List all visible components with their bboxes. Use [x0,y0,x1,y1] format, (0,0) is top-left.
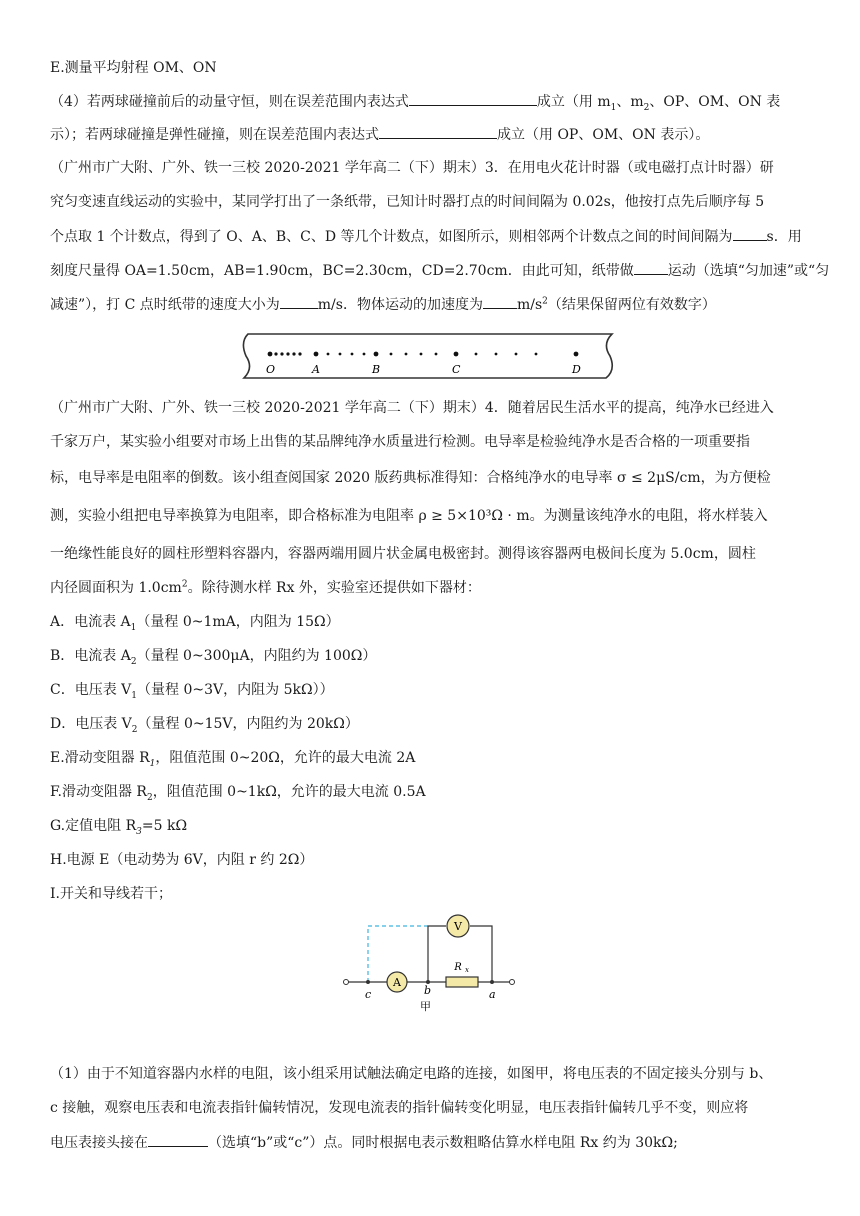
q3-text-2: 究匀变速直线运动的实验中，某同学打出了一条纸带，已知计时器打点的时间间隔为 0.02s，他按打点先后顺序每 5 [50,194,765,210]
q4-text-1: （4）若两球碰撞前后的动量守恒，则在误差范围内表达式 [50,94,409,110]
subscript: 1 [130,622,137,633]
answer-blank[interactable] [409,91,537,106]
option-f [50,782,426,802]
q4-text-2: 成立（用 m [536,94,611,110]
tape-point-b [374,352,379,357]
q3-text-3: 个点取 1 个计数点，得到了 O、A、B、C、D 等几个计数点，如图所示，则相邻两个计数点之间的时间间隔为 [50,229,733,245]
subscript: 2 [146,792,153,803]
part1-text-4: （选填“b”或“c”）点。同时根据电表示数粗略估算水样电阻 Rx 约为 30kΩ; [208,1135,678,1151]
subscript: 3 [136,826,142,837]
voltmeter-label: V [454,920,462,933]
option-g-detail: =5 kΩ [141,818,188,834]
option-a-text: A．电流表 A [50,614,131,630]
tape-label-c: C [452,363,461,376]
answer-blank[interactable] [733,226,767,241]
resistor-label: R [454,962,462,973]
ammeter-label: A [393,976,401,989]
q4b-line-5 [50,544,756,564]
part1-text-2: c 接触，观察电压表和电流表指针偏转情况，发现电流表的指针偏转变化明显，电压表指针偏转几乎不变，则应将 [50,1100,749,1116]
option-f-detail: ，阻值范围 0~1kΩ，允许的最大电流 0.5A [152,784,426,800]
q4b-line-1 [50,398,774,418]
answer-blank[interactable] [483,294,517,309]
option-b [50,646,376,666]
superscript: 2 [181,579,188,590]
q3-text-10: （结果保留两位有效数字） [547,297,716,313]
option-a-detail: （量程 0~1mA，内阻为 15Ω） [136,614,340,630]
tape-point-d [574,352,579,357]
answer-blank[interactable] [634,260,668,275]
tape-label-a: A [312,363,320,376]
option-b-detail: （量程 0~300μA，内阻约为 100Ω） [136,648,377,664]
answer-blank[interactable] [148,1132,208,1147]
q3-text-9: m/s [516,297,543,313]
part1-line-3 [50,1132,678,1153]
subscript: 2 [643,102,650,113]
q3-text-1: （广州市广大附、广外、铁一三校 2020-2021 学年高二（下）期末）3．在用电火花计时器（或电磁打点计时器）研 [50,160,774,176]
paper-tape-figure [240,330,618,382]
q4b-line-4 [50,506,768,526]
q3-line-5 [50,294,716,315]
superscript: 2 [542,296,548,307]
option-e [50,748,415,768]
option-g-text: G.定值电阻 R [50,818,137,834]
resistor-label-sub: x [465,966,469,974]
option-c-text: C．电压表 V [50,682,132,698]
q4-text-5: 示）；若两球碰撞是弹性碰撞，则在误差范围内表达式 [50,127,379,143]
q4b-text-6: 内径圆面积为 1.0cm [50,580,182,596]
q4b-line-3 [50,468,771,488]
q3-text-7: 减速”），打 C 点时纸带的速度大小为 [50,297,280,313]
option-d-detail: （量程 0~15V，内阻约为 20kΩ） [137,716,359,732]
answer-blank[interactable] [379,124,497,139]
option-d [50,714,359,734]
q3-line-4 [50,260,829,281]
node-c-label: c [365,988,372,1001]
node-a-label: a [489,988,496,1001]
option-a [50,612,340,632]
subscript: 1 [149,758,156,769]
option-h-text: H.电源 E（电动势为 6V，内阻 r 约 2Ω） [50,852,314,868]
subscript: 1 [131,690,138,701]
option-c [50,680,334,700]
figure-caption: 甲 [420,1000,431,1013]
q4b-text-3: 标，电导率是电阻率的倒数。该小组查阅国家 2020 版药典标准得知：合格纯净水的电导率 σ ≤ 2μS/cm，为方便检 [50,470,771,486]
q4b-line-2 [50,432,750,452]
subscript: 2 [130,656,137,667]
q4b-text-1: （广州市广大附、广外、铁一三校 2020-2021 学年高二（下）期末）4．随着居民生活水平的提高，纯净水已经进入 [50,400,774,416]
option-i-text: I.开关和导线若干； [50,886,172,902]
node-b-label: b [424,984,432,997]
q3-text-6: 运动（选填“匀加速”或“匀 [667,263,830,279]
tape-label-d: D [572,363,581,376]
part1-line-1 [50,1064,772,1084]
q3-line-1 [50,158,774,178]
tape-outline [243,334,612,378]
option-i [50,884,172,904]
q4-line-1 [50,91,780,112]
part1-text-1: （1）由于不知道容器内水样的电阻，该小组采用试触法确定电路的连接，如图甲，将电压表的不固定接头分别与 b、 [50,1066,773,1082]
q4b-text-7: 。除待测水样 Rx 外，实验室还提供如下器材： [187,580,481,596]
part1-text-3: 电压表接头接在 [50,1135,148,1151]
circuit-diagram [336,910,526,1018]
q4b-line-6 [50,578,481,598]
option-e-text: E.测量平均射程 OM、ON [50,60,217,76]
option-h [50,850,313,870]
tape-point-c [454,352,459,357]
tape-label-o: O [266,363,276,376]
answer-blank[interactable] [280,294,318,309]
tape-label-b: B [372,363,381,376]
q4-text-4: 、OP、OM、ON 表 [649,94,781,110]
option-d-text: D．电压表 V [50,716,132,732]
option-e-measure [50,58,217,78]
option-g [50,816,187,836]
part1-line-2 [50,1098,748,1118]
q3-line-2 [50,192,764,212]
tape-point-o [268,352,273,357]
option-c-detail: （量程 0~3V，内阻为 5kΩ）） [137,682,334,698]
q3-text-8: m/s．物体运动的加速度为 [317,297,483,313]
q3-line-3 [50,226,802,247]
q4-text-3: 、m [616,94,644,110]
subscript: 1 [610,102,617,113]
q4b-text-2: 千家万户，某实验小组要对市场上出售的某品牌纯净水质量进行检测。电导率是检验纯净水是否合格的一项重要指 [50,434,750,450]
q3-text-5: 刻度尺量得 OA=1.50cm，AB=1.90cm，BC=2.30cm，CD=2.70cm．由此可知，纸带做 [50,263,634,279]
option-e2-text: E.滑动变阻器 R [50,750,150,766]
q4b-text-4: 测，实验小组把电导率换算为电阻率，即合格标准为电阻率 ρ ≥ 5×10³Ω · m。为测量该纯净水的电阻，将水样装入 [50,508,768,524]
q4-line-2 [50,124,709,145]
q4b-text-5: 一绝缘性能良好的圆柱形塑料容器内，容器两端用圆片状金属电极密封。测得该容器两电极间长度为 5.0cm，圆柱 [50,546,756,562]
tape-point-a [314,352,319,357]
option-f-text: F.滑动变阻器 R [50,784,147,800]
option-e2-detail: ，阻值范围 0~20Ω，允许的最大电流 2A [155,750,416,766]
q4-text-6: 成立（用 OP、OM、ON 表示）。 [497,127,710,143]
resistor-rx [446,977,478,987]
option-b-text: B．电流表 A [50,648,131,664]
subscript: 2 [131,724,138,735]
q3-text-4: s．用 [766,229,802,245]
